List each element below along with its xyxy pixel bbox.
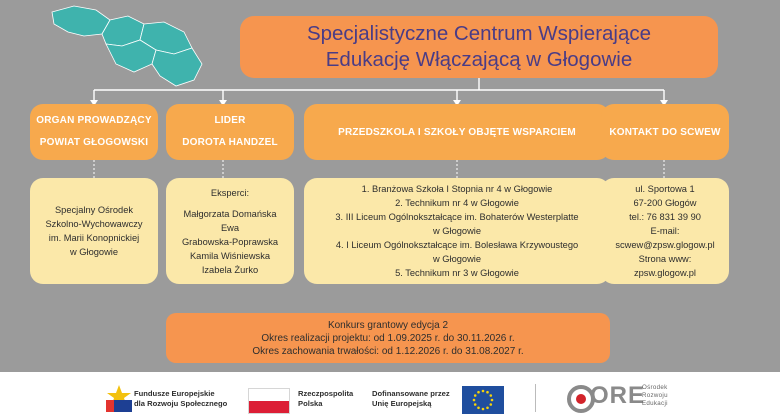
header-leader-line-2: DOROTA HANDZEL xyxy=(182,137,278,148)
fe-logo-icon xyxy=(106,384,132,412)
header-leader xyxy=(166,104,294,160)
main-title-box xyxy=(240,16,718,78)
body-leader-line: Izabela Żurko xyxy=(201,264,259,275)
body-organ-line: im. Marii Konopnickiej xyxy=(48,233,140,243)
body-leader-line: Ewa xyxy=(220,222,240,233)
contact-address: ul. Sportowa 1 xyxy=(635,184,695,194)
fe-logo-line-2: dla Rozwoju Społecznego xyxy=(134,399,228,408)
logo-strip xyxy=(0,372,780,420)
body-schools-line: 4. I Liceum Ogólnokształcące im. Bolesława Krzywoustego xyxy=(335,240,579,250)
body-schools-line: 1. Branżowa Szkoła I Stopnia nr 4 w Głogowie xyxy=(361,184,553,194)
fe-logo-text xyxy=(134,389,244,409)
ore-logo-subtext xyxy=(642,384,668,408)
body-organ-line: w Głogowie xyxy=(69,247,119,257)
eu-logo-line-2: Unię Europejską xyxy=(372,399,432,408)
grant-info-box xyxy=(166,313,610,363)
body-leader-line: Eksperci: xyxy=(210,187,250,198)
ore-sub-line-3: Edukacji xyxy=(642,400,668,407)
body-contact xyxy=(601,178,729,284)
ore-sub-line-2: Rozwoju xyxy=(642,392,668,399)
main-title-line-1: Specjalistyczne Centrum Wspierające xyxy=(306,22,652,45)
header-organ-line-2: POWIAT GŁOGOWSKI xyxy=(39,137,149,148)
eu-logo-text xyxy=(372,389,462,409)
body-leader-line: Grabowska-Poprawska xyxy=(181,236,279,247)
county-map xyxy=(44,2,209,97)
eu-logo-line-1: Dofinansowane przez xyxy=(372,389,450,398)
body-schools-line: 3. III Liceum Ogólnokształcące im. Bohaterów Westerplatte xyxy=(335,212,579,222)
contact-city: 67-200 Głogów xyxy=(633,198,697,208)
map-region-southeast xyxy=(152,48,202,86)
ore-logo-mark: ORE xyxy=(590,382,646,409)
main-title-line-2: Edukację Włączającą w Głogowie xyxy=(325,48,633,71)
grant-project-period: Okres realizacji projektu: od 1.09.2025 r. do 30.11.2026 r. xyxy=(261,332,515,344)
rp-logo-line-2: Polska xyxy=(298,399,323,408)
header-schools xyxy=(304,104,610,160)
header-contact-line-1: KONTAKT DO SCWEW xyxy=(609,127,721,138)
header-organ-line-1: ORGAN PROWADZĄCY xyxy=(36,115,152,126)
body-schools-line: 2. Technikum nr 4 w Głogowie xyxy=(395,198,519,208)
contact-email-link[interactable]: scwew@zpsw.glogow.pl xyxy=(615,240,715,250)
header-leader-line-1: LIDER xyxy=(214,115,246,126)
header-contact xyxy=(601,104,729,160)
header-organ xyxy=(30,104,158,160)
poland-flag-icon xyxy=(248,388,290,414)
contact-phone: tel.: 76 831 39 90 xyxy=(629,212,701,222)
contact-www-label: Strona www: xyxy=(638,254,692,264)
logo-divider xyxy=(535,384,536,412)
body-leader-line: Kamila Wiśniewska xyxy=(189,250,271,261)
body-organ xyxy=(30,178,158,284)
map-region-north xyxy=(52,6,110,36)
body-schools xyxy=(304,178,610,284)
body-organ-line: Szkolno-Wychowawczy xyxy=(45,219,143,229)
grant-durability-period: Okres zachowania trwałości: od 1.12.2026 r. do 31.08.2027 r. xyxy=(252,345,524,357)
grant-edition: Konkurs grantowy edycja 2 xyxy=(327,319,449,331)
contact-www-link[interactable]: zpsw.glogow.pl xyxy=(633,268,697,278)
body-schools-line: w Głogowie xyxy=(432,226,482,236)
contact-email-label: E-mail: xyxy=(650,226,680,236)
header-schools-line-1: PRZEDSZKOLA I SZKOŁY OBJĘTE WSPARCIEM xyxy=(338,127,576,138)
body-leader-line: Małgorzata Domańska xyxy=(183,208,277,219)
body-organ-line: Specjalny Ośrodek xyxy=(54,205,134,215)
eu-flag-icon xyxy=(462,386,504,414)
ore-sub-line-1: Ośrodek xyxy=(642,384,668,391)
rp-logo-text xyxy=(298,389,368,409)
rp-logo-line-1: Rzeczpospolita xyxy=(298,389,354,398)
body-leader xyxy=(166,178,294,284)
body-schools-line: 5. Technikum nr 3 w Głogowie xyxy=(395,268,519,278)
fe-logo-line-1: Fundusze Europejskie xyxy=(134,389,215,398)
body-schools-line: w Głogowie xyxy=(432,254,482,264)
